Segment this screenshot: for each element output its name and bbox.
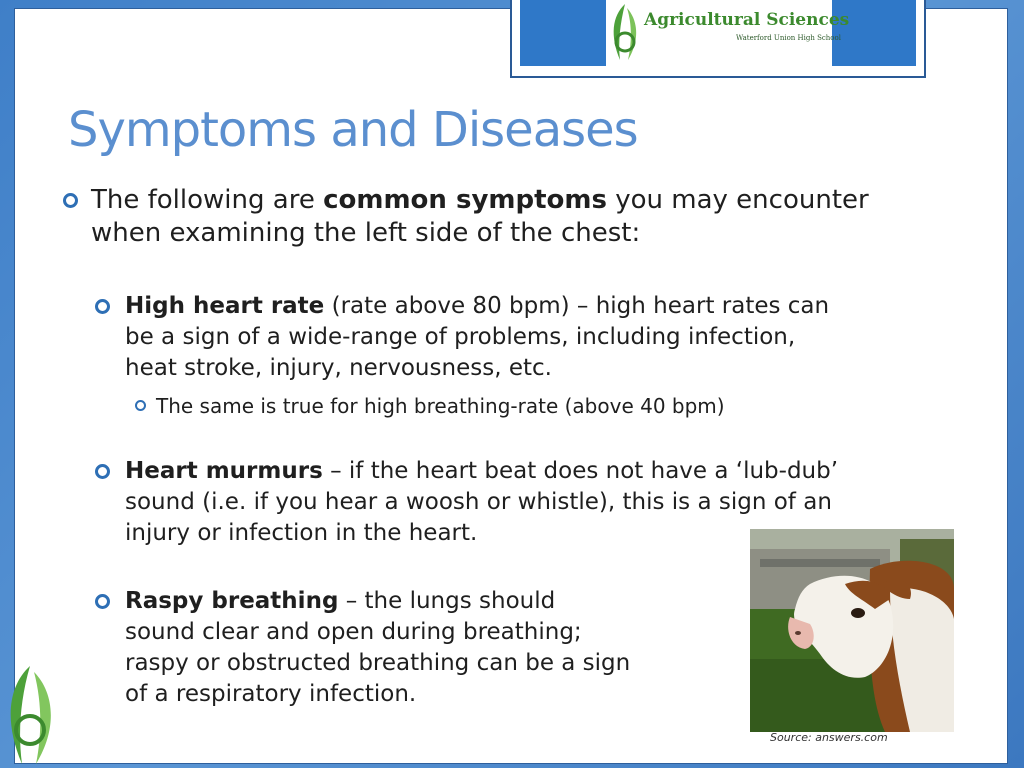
cow-photo — [750, 529, 954, 732]
item-bold: Heart murmurs — [125, 458, 323, 484]
logo-title: Agricultural Sciences — [644, 10, 850, 30]
item-line-1 — [125, 456, 965, 487]
item-line-2: sound clear and open during breathing; — [125, 619, 582, 645]
item-line-1 — [125, 586, 745, 617]
sub-bullet-circle-icon — [135, 400, 146, 411]
item-text: – if the heart beat does not have a ‘lub-dub’ — [322, 458, 839, 484]
cow-image-icon — [750, 529, 954, 732]
header-logo — [606, 0, 850, 66]
item-text: (rate above 80 bpm) – high heart rates can — [324, 293, 830, 319]
item-line-3: injury or infection in the heart. — [125, 520, 478, 546]
item-bold: High heart rate — [125, 293, 325, 319]
leaf-logo-icon — [608, 2, 642, 64]
intro-line-1 — [91, 184, 991, 217]
item-line-2: sound (i.e. if you hear a woosh or whistle), this is a sign of an — [125, 489, 832, 515]
item-line-3: heat stroke, injury, nervousness, etc. — [125, 355, 552, 381]
list-item-high-heart-rate — [125, 291, 965, 384]
list-item-raspy-breathing — [125, 586, 745, 710]
item-line-4: of a respiratory infection. — [125, 681, 417, 707]
bullet-circle-icon — [95, 299, 110, 314]
intro-text — [91, 184, 991, 250]
header-logo-frame — [510, 0, 926, 78]
item-text: – the lungs should — [338, 588, 556, 614]
logo-subtitle: Waterford Union High School — [736, 34, 841, 42]
item-bold: Raspy breathing — [125, 588, 339, 614]
photo-source: Source: answers.com — [770, 731, 888, 744]
header-logo-band — [520, 0, 916, 66]
intro-line-2: when examining the left side of the chest: — [91, 218, 641, 248]
sub-item-breathing-rate: The same is true for high breathing-rate (above 40 bpm) — [156, 394, 725, 418]
bullet-circle-icon — [63, 193, 78, 208]
page-title: Symptoms and Diseases — [68, 102, 638, 158]
corner-leaf-icon — [0, 664, 62, 768]
item-line-3: raspy or obstructed breathing can be a sign — [125, 650, 631, 676]
item-line-1 — [125, 291, 965, 322]
item-line-2: be a sign of a wide-range of problems, including infection, — [125, 324, 796, 350]
bullet-circle-icon — [95, 594, 110, 609]
intro-post: you may encounter — [606, 185, 869, 215]
intro-pre: The following are — [91, 185, 324, 215]
intro-bold: common symptoms — [323, 185, 607, 215]
bullet-circle-icon — [95, 464, 110, 479]
